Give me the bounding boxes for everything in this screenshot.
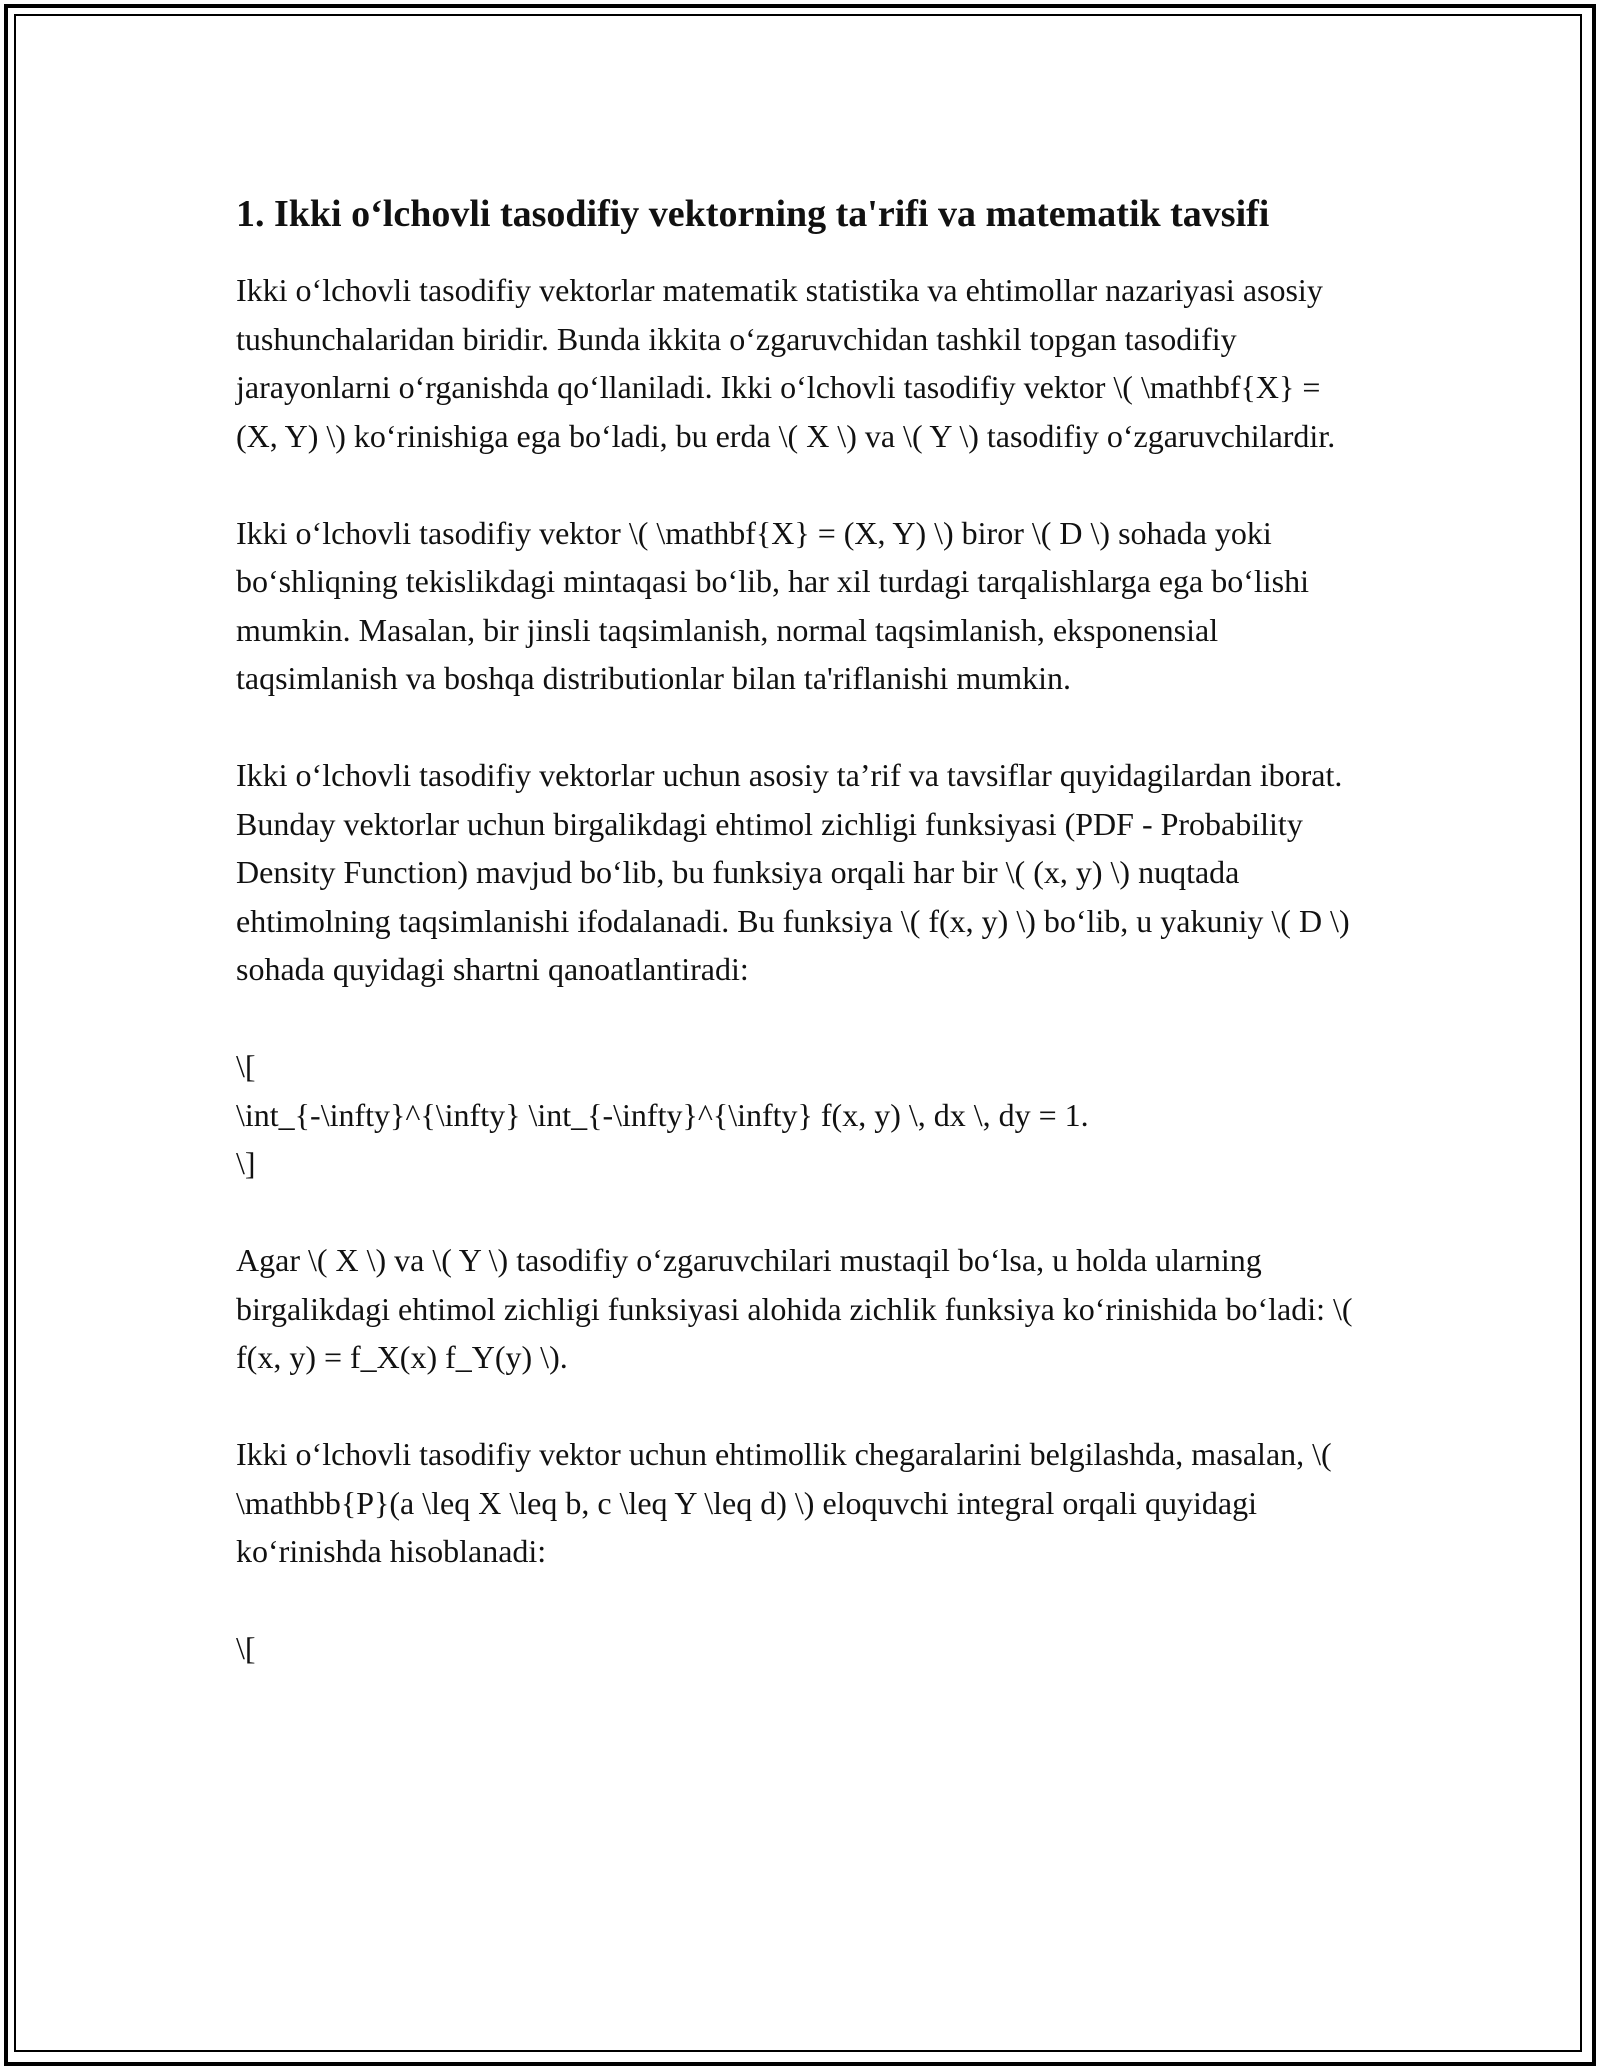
math-block-2 <box>236 1624 1366 1673</box>
math-block-open: \[ <box>236 1048 256 1084</box>
math-block-2-open: \[ <box>236 1630 256 1666</box>
math-block-close: \] <box>236 1145 256 1181</box>
paragraph-3: Ikki o‘lchovli tasodifiy vektorlar uchun asosiy ta’rif va tavsiflar quyidagilardan iborat. Bunday vektorlar uchun birgalikdagi ehtimol zichligi funksiyasi (PDF - Probability Density Function) mavjud bo‘lib, bu funksiya orqali har bir \( (x, y) \) nuqtada ehtimolning taqsimlanishi ifodalanadi. Bu funksiya \( f(x, y) \) bo‘lib, u yakuniy \( D \) sohada quyidagi shartni qanoatlantiradi: <box>236 757 1350 987</box>
paragraph-5: Ikki o‘lchovli tasodifiy vektor uchun ehtimollik chegaralarini belgilashda, masalan, \( \mathbb{P}(a \leq X \leq b, c \leq Y \leq d) \) eloquvchi integral orqali quyidagi ko‘rinishda hisoblanadi: <box>236 1436 1332 1569</box>
document-body <box>236 186 1366 1721</box>
paragraph-4: Agar \( X \) va \( Y \) tasodifiy o‘zgaruvchilari mustaqil bo‘lsa, u holda ularning birgalikdagi ehtimol zichligi funksiyasi alohida zichlik funksiya ko‘rinishida bo‘ladi: \( f(x, y) = f_X(x) f_Y(y) \). <box>236 1242 1353 1375</box>
math-block-formula: \int_{-\infty}^{\infty} \int_{-\infty}^{\infty} f(x, y) \, dx \, dy = 1. <box>236 1096 1089 1133</box>
paragraph-1: Ikki o‘lchovli tasodifiy vektorlar matematik statistika va ehtimollar nazariyasi asosiy tushunchalaridan biridir. Bunda ikkita o‘zgaruvchidan tashkil topgan tasodifiy jarayonlarni o‘rganishda qo‘llaniladi. Ikki o‘lchovli tasodifiy vektor \( \mathbf{X} = (X, Y) \) ko‘rinishiga ega bo‘ladi, bu erda \( X \) va \( Y \) tasodifiy o‘zgaruvchilardir. <box>236 272 1336 454</box>
paragraph-2: Ikki o‘lchovli tasodifiy vektor \( \mathbf{X} = (X, Y) \) biror \( D \) sohada yoki bo‘shliqning tekislikdagi mintaqasi bo‘lib, har xil turdagi tarqalishlarga ega bo‘lishi mumkin. Masalan, bir jinsli taqsimlanish, normal taqsimlanish, eksponensial taqsimlanish va boshqa distributionlar bilan ta'riflanishi mumkin. <box>236 514 1309 696</box>
section-heading: 1. Ikki o‘lchovli tasodifiy vektorning ta'rifi va matematik tavsifi <box>236 193 1270 235</box>
math-block-integral <box>236 1042 1366 1188</box>
